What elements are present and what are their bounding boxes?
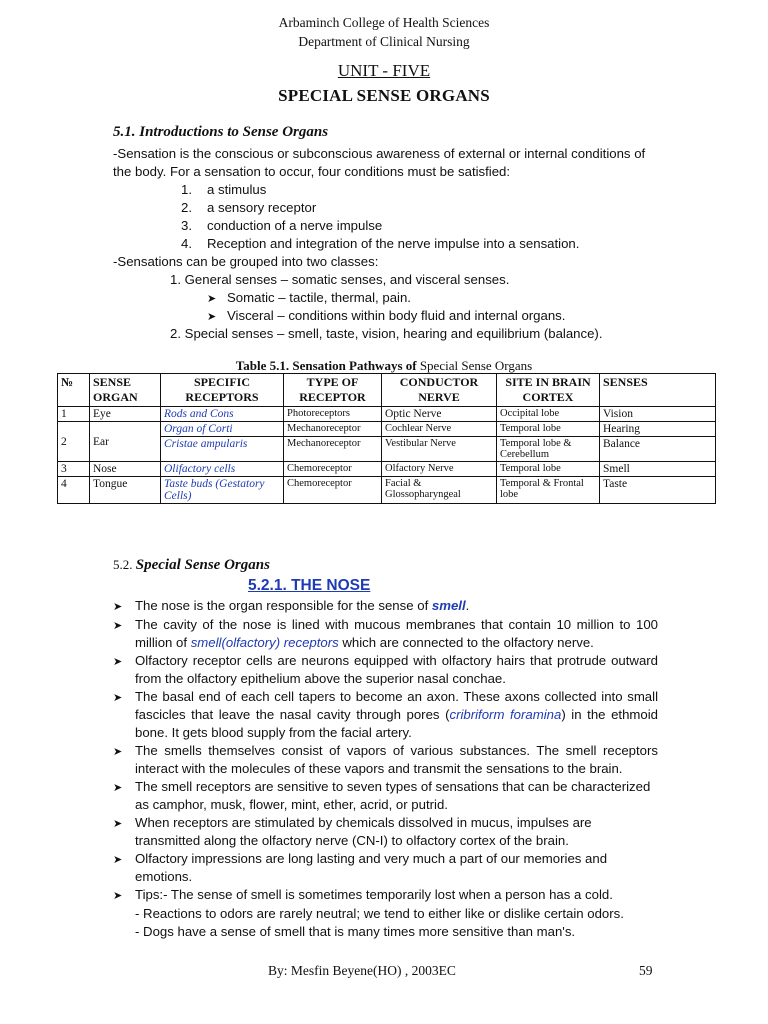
section-heading-5-1: 5.1. Introductions to Sense Organs — [113, 124, 329, 140]
cell-receptor: Organ of Corti — [161, 422, 284, 437]
list-item: 2. a sensory receptor — [181, 200, 317, 215]
section-heading-5-2: 5.2. Special Sense Organs — [113, 557, 270, 573]
column-header: SENSES — [600, 374, 716, 407]
arrow-bullet-icon: ➤ — [113, 620, 123, 632]
list-item: ➤ The nose is the organ responsible for the sense of smell. — [113, 597, 658, 616]
cell-type: Mechanoreceptor — [284, 422, 382, 437]
cell-receptor: Taste buds (Gestatory Cells) — [161, 477, 284, 504]
arrow-bullet-icon: ➤ — [113, 692, 123, 704]
tip-line: - Dogs have a sense of smell that is many times more sensitive than man's. — [135, 924, 576, 939]
column-header: № — [58, 374, 90, 407]
nose-heading: 5.2.1. THE NOSE — [248, 577, 371, 594]
arrow-bullet-icon: ➤ — [207, 311, 217, 323]
column-header: SPECIFIC RECEPTORS — [161, 374, 284, 407]
cell-no: 4 — [58, 477, 90, 504]
cell-nerve: Optic Nerve — [382, 407, 497, 422]
table-caption: Table 5.1. Sensation Pathways of Special Sense Organs — [235, 358, 533, 373]
list-item: ➤ When receptors are stimulated by chemicals dissolved in mucus, impulses are transmitted along the olfactory nerve (CN-I) to olfactory cortex of the brain. — [113, 815, 592, 848]
table-row — [58, 477, 716, 504]
sensation-paragraph: -Sensation is the conscious or subconscious awareness of external or internal conditions of the body. For a sensation to occur, four conditions must be satisfied: — [113, 146, 646, 179]
cell-sense: Taste — [600, 477, 716, 504]
cell-receptor: Rods and Cons — [161, 407, 284, 422]
list-item: ➤ The cavity of the nose is lined with mucous membranes that contain 10 million to 100 million of smell(olfactory) receptors which are connected to the olfactory nerve. — [113, 617, 658, 650]
column-header: TYPE OF RECEPTOR — [284, 374, 382, 407]
arrow-bullet-icon: ➤ — [113, 818, 123, 830]
cell-organ: Ear — [90, 422, 161, 462]
general-senses-item: 1. General senses – somatic senses, and visceral senses. — [170, 272, 510, 287]
somatic-item: ➤ Somatic – tactile, thermal, pain. — [207, 289, 411, 309]
visceral-item: ➤ Visceral – conditions within body fluid and internal organs. — [207, 307, 565, 327]
list-item: ➤ The basal end of each cell tapers to become an axon. These axons collected into small fascicles that leave the nasal cavity through pores (cribriform foramina) in the ethmoid bone. It gets blood supply from the facial artery. — [113, 689, 658, 740]
cell-sense: Smell — [600, 462, 716, 477]
table-row — [58, 462, 716, 477]
cell-organ: Eye — [90, 407, 161, 422]
cell-organ: Tongue — [90, 477, 161, 504]
department-name: Department of Clinical Nursing — [298, 34, 470, 49]
cell-organ: Nose — [90, 462, 161, 477]
list-item: ➤ The smell receptors are sensitive to seven types of sensations that can be characterized as camphor, musk, flower, mint, ether, acrid, or putrid. — [113, 779, 651, 812]
cell-receptor: Olifactory cells — [161, 462, 284, 477]
cell-nerve: Facial & Glossopharyngeal — [382, 477, 497, 504]
table-header-row — [58, 374, 716, 407]
footer-author: By: Mesfin Beyene(HO) , 2003EC — [268, 963, 456, 978]
cell-type: Chemoreceptor — [284, 462, 382, 477]
cell-sense: Vision — [600, 407, 716, 422]
conditions-list — [181, 181, 579, 253]
list-item: ➤ Olfactory receptor cells are neurons equipped with olfactory hairs that protrude outward from the olfactory epithelium above the superior nasal conchae. — [113, 653, 658, 686]
college-name: Arbaminch College of Health Sciences — [278, 15, 490, 30]
cell-nerve: Olfactory Nerve — [382, 462, 497, 477]
cell-nerve: Cochlear Nerve — [382, 422, 497, 437]
classes-paragraph: -Sensations can be grouped into two classes: — [113, 254, 379, 269]
cell-site: Temporal & Frontal lobe — [497, 477, 600, 504]
cell-site: Temporal lobe — [497, 422, 600, 437]
unit-title: UNIT - FIVE — [337, 61, 431, 80]
sensation-pathways-table — [57, 373, 716, 504]
cell-type: Chemoreceptor — [284, 477, 382, 504]
cell-site: Occipital lobe — [497, 407, 600, 422]
cell-type: Photoreceptors — [284, 407, 382, 422]
cell-site: Temporal lobe & Cerebellum — [497, 437, 600, 462]
arrow-bullet-icon: ➤ — [113, 656, 123, 668]
cell-nerve: Vestibular Nerve — [382, 437, 497, 462]
column-header: SENSE ORGAN — [90, 374, 161, 407]
arrow-bullet-icon: ➤ — [113, 854, 123, 866]
tip-line: - Reactions to odors are rarely neutral; we tend to either like or dislike certain odors. — [135, 906, 624, 921]
cell-sense: Balance — [600, 437, 716, 462]
arrow-bullet-icon: ➤ — [113, 746, 123, 758]
list-item: ➤ The smells themselves consist of vapors of various substances. The smell receptors interact with the molecules of these vapors and transmit the sensations to the brain. — [113, 743, 658, 776]
arrow-bullet-icon: ➤ — [113, 782, 123, 794]
list-item: ➤ Olfactory impressions are long lasting and very much a part of our memories and emotions. — [113, 851, 608, 884]
list-item: 1. a stimulus — [181, 182, 267, 197]
table-row — [58, 422, 716, 437]
list-item: ➤ Tips:- The sense of smell is sometimes temporarily lost when a person has a cold. — [113, 886, 658, 905]
page-title: SPECIAL SENSE ORGANS — [278, 86, 490, 105]
cell-sense: Hearing — [600, 422, 716, 437]
table-row — [58, 407, 716, 422]
arrow-bullet-icon: ➤ — [113, 601, 123, 613]
list-item: 3. conduction of a nerve impulse — [181, 218, 383, 233]
list-item: 4. Reception and integration of the nerve impulse into a sensation. — [181, 236, 580, 251]
cell-no: 3 — [58, 462, 90, 477]
cell-type: Mechanoreceptor — [284, 437, 382, 462]
column-header: CONDUCTOR NERVE — [382, 374, 497, 407]
page-number: 59 — [639, 963, 653, 978]
cell-no: 2 — [58, 422, 90, 462]
nose-bullet-list — [113, 597, 658, 941]
arrow-bullet-icon: ➤ — [113, 890, 123, 902]
cell-receptor: Cristae ampularis — [161, 437, 284, 462]
cell-no: 1 — [58, 407, 90, 422]
special-senses-item: 2. Special senses – smell, taste, vision, hearing and equilibrium (balance). — [170, 326, 603, 341]
cell-site: Temporal lobe — [497, 462, 600, 477]
arrow-bullet-icon: ➤ — [207, 293, 217, 305]
column-header: SITE IN BRAIN CORTEX — [497, 374, 600, 407]
